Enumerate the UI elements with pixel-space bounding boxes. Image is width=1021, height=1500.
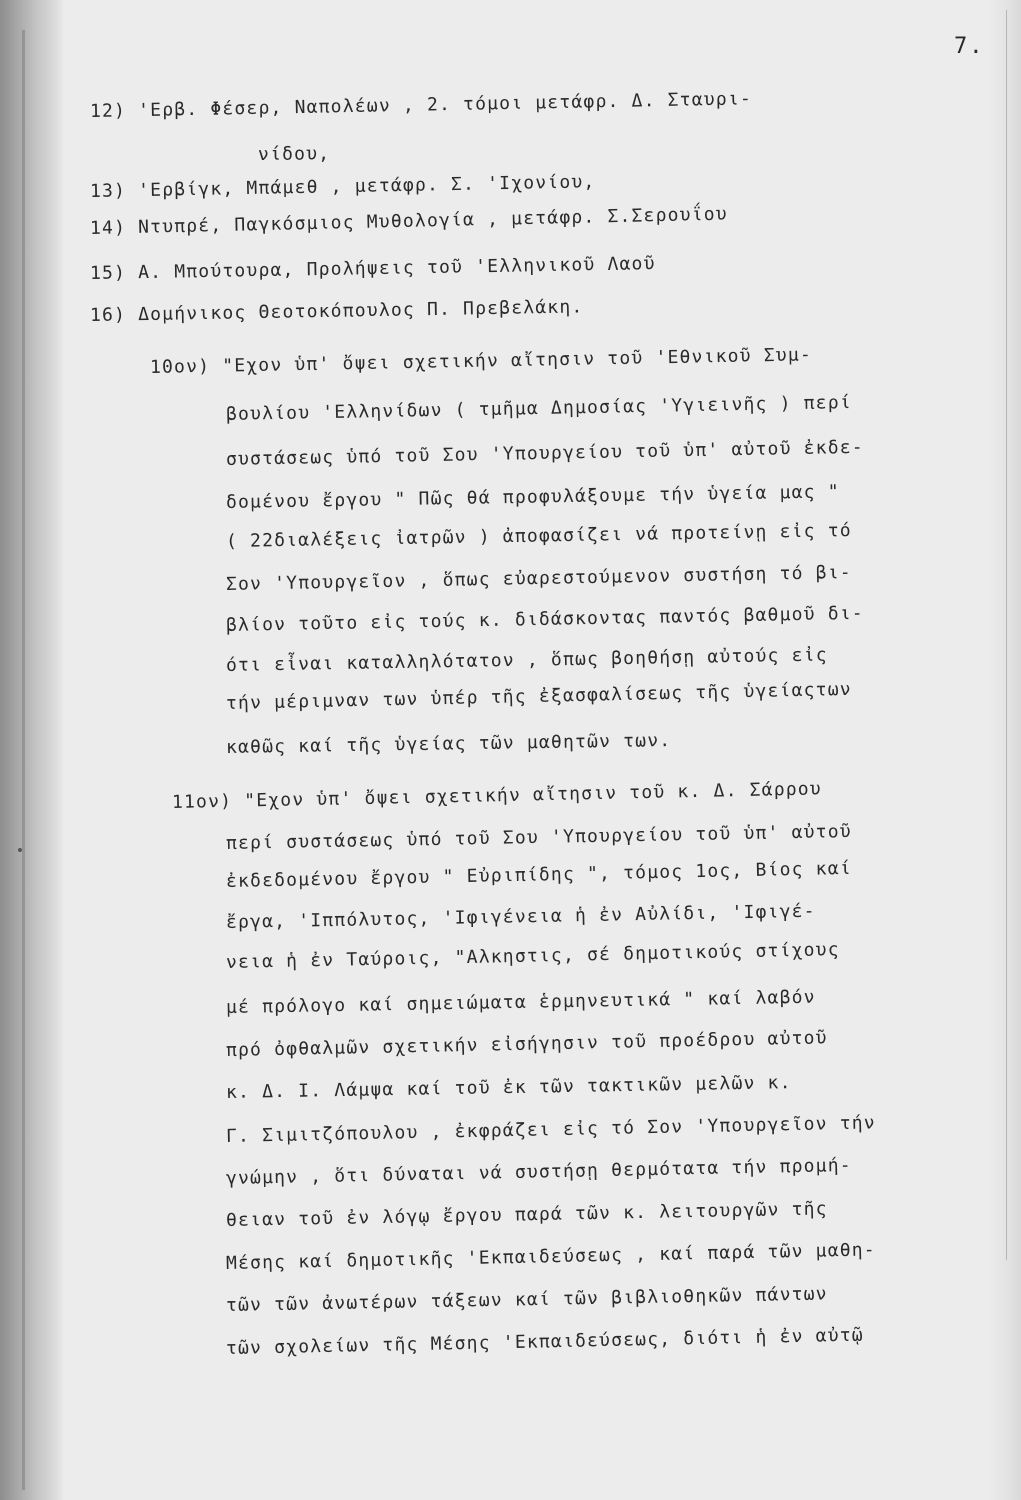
text-line-28: Μέσης καί δημοτικῆς 'Εκπαιδεύσεως , καί παρά τῶν μαθη-	[225, 1239, 877, 1274]
text-line-30: τῶν σχολείων τῆς Μέσης 'Εκπαιδεύσεως, διότι ἡ ἐν αὐτῷ	[225, 1324, 865, 1359]
text-line-27: θειαν τοῦ ἐν λόγῳ ἔργου παρά τῶν κ. λειτουργῶν τῆς	[225, 1198, 828, 1231]
text-line-6: 16) Δομήνικος Θεοτοκόπουλος Π. Πρεβελάκη.	[89, 296, 584, 326]
text-line-18: περί συστάσεως ὑπό τοῦ Σου 'Υπουργείου τοῦ ὑπ' αὐτοῦ	[225, 820, 853, 854]
text-line-11: ( 22διαλέξεις ἰατρῶν ) ἀποφασίζει νά προτείνῃ εἰς τό	[225, 520, 853, 552]
text-line-19: ἐκδεδομένου ἔργου " Εὐριπίδης ", τόμος 1ος, Βίος καί	[225, 857, 853, 892]
scan-edge-line	[22, 30, 25, 1490]
scan-right-edge-shadow	[987, 0, 1021, 1500]
page-number: 7.	[954, 34, 985, 59]
text-line-21: νεια ἡ ἐν Ταύροις, "Αλκηστις, σέ δημοτικούς στίχους	[225, 939, 840, 973]
scan-left-edge-shadow	[0, 0, 64, 1500]
text-line-13: βλίον τοῦτο εἰς τούς κ. διδάσκοντας παντός βαθμοῦ δι-	[225, 602, 865, 636]
text-line-5: 15) Α. Μπούτουρα, Προλήψεις τοῦ 'Ελληνικοῦ Λαοῦ	[89, 253, 656, 284]
text-line-8: βουλίου 'Ελληνίδων ( τμῆμα Δημοσίας 'Υγιεινῆς ) περί	[225, 391, 853, 425]
scan-speck	[18, 848, 22, 852]
text-line-7: 10ον) "Εχον ὑπ' ὄψει σχετικήν αἴτησιν τοῦ 'Εθνικοῦ Συμ-	[149, 344, 813, 378]
text-line-24: κ. Δ. Ι. Λάμψα καί τοῦ ἐκ τῶν τακτικῶν μελῶν κ.	[225, 1072, 792, 1103]
text-line-14: ότι εἶναι καταλληλότατον , ὅπως βοηθήσῃ αὐτούς εἰς	[225, 644, 828, 676]
text-line-17: 11ον) "Εχον ὑπ' ὄψει σχετικήν αἴτησιν τοῦ κ. Δ. Σάρρου	[171, 778, 823, 813]
text-line-10: δομένου ἔργου " Πῶς θά προφυλάξουμε τήν ὑγεία μας "	[225, 481, 840, 513]
text-line-25: Γ. Σιμιτζόπουλου , ἐκφράζει εἰς τό Σον 'Υπουργεῖον τήν	[225, 1112, 877, 1147]
text-line-29: τῶν τῶν ἀνωτέρων τάξεων καί τῶν βιβλιοθηκῶν πάντων	[225, 1283, 828, 1316]
text-line-9: συστάσεως ὑπό τοῦ Σου 'Υπουργείου τοῦ ὑπ' αὐτοῦ ἐκδε-	[225, 436, 865, 470]
text-line-16: καθῶς καί τῆς ὑγείας τῶν μαθητῶν των.	[225, 730, 672, 758]
text-line-12: Σον 'Υπουργεῖον , ὅπως εὐαρεστούμενον συστήση τό βι-	[225, 561, 853, 595]
text-line-20: ἔργα, 'Ιππόλυτος, 'Ιφιγένεια ἡ ἐν Αὐλίδι, 'Ιφιγέ-	[225, 900, 816, 933]
text-line-4: 14) Ντυπρέ, Παγκόσμιος Μυθολογία , μετάφρ. Σ.Σερουΐου	[89, 203, 729, 239]
margin-rule	[1006, 10, 1007, 1260]
text-line-23: πρό ὀφθαλμῶν σχετικήν εἰσήγησιν τοῦ προέδρου αὐτοῦ	[225, 1027, 828, 1061]
text-line-1: 12) 'Ερβ. Φέσερ, Ναπολέων , 2. τόμοι μετάφρ. Δ. Σταυρι-	[89, 88, 753, 122]
text-line-2: νίδου,	[257, 143, 331, 165]
text-line-15: τήν μέριμναν των ὑπέρ τῆς ἐξασφαλίσεως τῆς ὑγείαςτων	[225, 678, 852, 714]
text-line-3: 13) 'Ερβίγκ, Μπάμεθ , μετάφρ. Σ. 'Ιχονίου,	[89, 171, 596, 202]
text-line-22: μέ πρόλογο καί σημειώματα ἑρμηνευτικά " καί λαβόν	[225, 986, 816, 1018]
text-line-26: γνώμην , ὅτι δύναται νά συστήσῃ θερμότατα τήν προμή-	[225, 1154, 853, 1189]
